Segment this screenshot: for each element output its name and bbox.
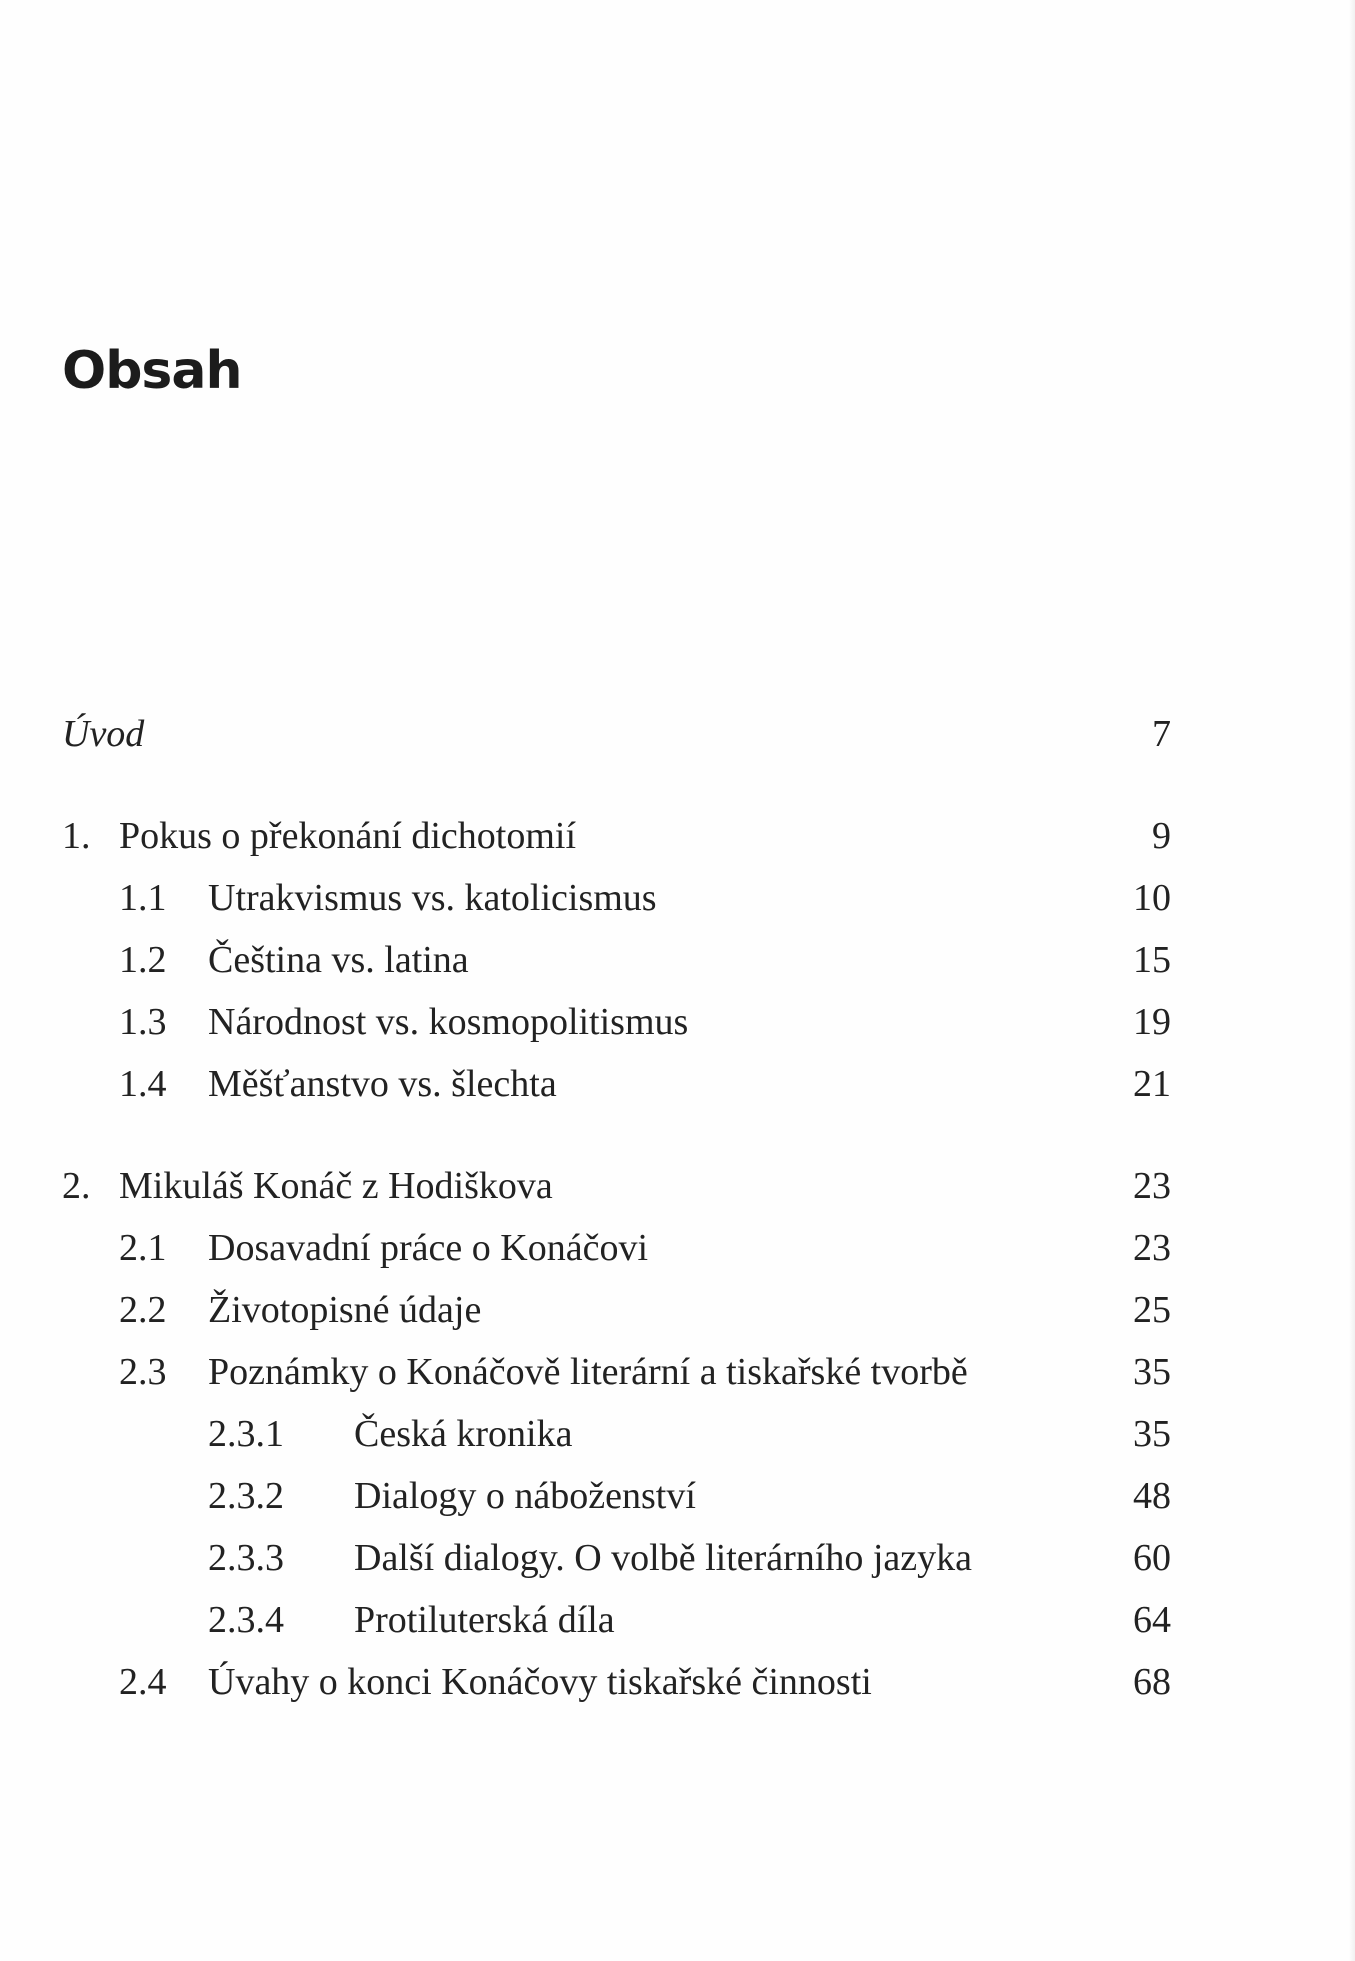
toc-page-number: 60 bbox=[1133, 1537, 1171, 1579]
toc-page-number: 35 bbox=[1133, 1351, 1171, 1393]
page-edge-shadow bbox=[1349, 0, 1355, 1961]
toc-page-number: 7 bbox=[1152, 713, 1171, 755]
toc-page-number: 23 bbox=[1133, 1165, 1171, 1207]
toc-section-number: 2.2 bbox=[119, 1289, 167, 1331]
toc-section-title: Úvahy o konci Konáčovy tiskařské činnosti bbox=[208, 1661, 872, 1703]
toc-subsection-title: Česká kronika bbox=[354, 1413, 573, 1455]
toc-subsection-number: 2.3.1 bbox=[208, 1413, 284, 1455]
toc-page-number: 25 bbox=[1133, 1289, 1171, 1331]
toc-subsection-number: 2.3.3 bbox=[208, 1537, 284, 1579]
toc-page-number: 9 bbox=[1152, 815, 1171, 857]
toc-chapter-number: 1. bbox=[62, 815, 91, 857]
toc-page-number: 23 bbox=[1133, 1227, 1171, 1269]
toc-subsection-title: Dialogy o náboženství bbox=[354, 1475, 696, 1517]
toc-page-number: 19 bbox=[1133, 1001, 1171, 1043]
toc-entry-label: Úvod bbox=[62, 713, 145, 755]
toc-chapter-title: Pokus o překonání dichotomií bbox=[119, 815, 577, 857]
toc-section-number: 2.3 bbox=[119, 1351, 167, 1393]
toc-section-number: 1.1 bbox=[119, 877, 167, 919]
toc-page-number: 10 bbox=[1133, 877, 1171, 919]
toc-page-number: 68 bbox=[1133, 1661, 1171, 1703]
toc-section-number: 1.3 bbox=[119, 1001, 167, 1043]
toc-section-number: 2.1 bbox=[119, 1227, 167, 1269]
toc-section-title: Poznámky o Konáčově literární a tiskařské tvorbě bbox=[208, 1351, 968, 1393]
toc-section-number: 1.2 bbox=[119, 939, 167, 981]
toc-section-title: Měšťanstvo vs. šlechta bbox=[208, 1063, 557, 1105]
toc-section-number: 2.4 bbox=[119, 1661, 167, 1703]
page-title: Obsah bbox=[62, 341, 242, 401]
toc-section-title: Národnost vs. kosmopolitismus bbox=[208, 1001, 689, 1043]
toc-chapter-number: 2. bbox=[62, 1165, 91, 1207]
toc-section-number: 1.4 bbox=[119, 1063, 167, 1105]
toc-section-title: Čeština vs. latina bbox=[208, 939, 469, 981]
toc-page-number: 21 bbox=[1133, 1063, 1171, 1105]
toc-section-title: Dosavadní práce o Konáčovi bbox=[208, 1227, 649, 1269]
toc-page-number: 35 bbox=[1133, 1413, 1171, 1455]
toc-page-number: 15 bbox=[1133, 939, 1171, 981]
toc-section-title: Utrakvismus vs. katolicismus bbox=[208, 877, 657, 919]
toc-chapter-title: Mikuláš Konáč z Hodiškova bbox=[119, 1165, 553, 1207]
toc-subsection-number: 2.3.4 bbox=[208, 1599, 284, 1641]
toc-page-number: 48 bbox=[1133, 1475, 1171, 1517]
toc-page-number: 64 bbox=[1133, 1599, 1171, 1641]
toc-subsection-title: Protiluterská díla bbox=[354, 1599, 615, 1641]
toc-section-title: Životopisné údaje bbox=[208, 1289, 482, 1331]
toc-subsection-title: Další dialogy. O volbě literárního jazyka bbox=[354, 1537, 973, 1579]
toc-subsection-number: 2.3.2 bbox=[208, 1475, 284, 1517]
